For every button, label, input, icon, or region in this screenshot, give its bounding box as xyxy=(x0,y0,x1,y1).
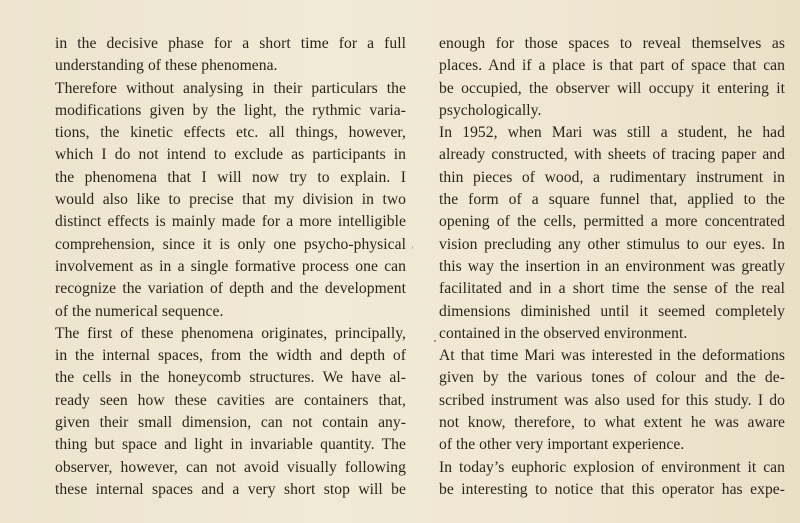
text-line: given their small dimension, can not contain any- xyxy=(55,414,406,432)
text-line: enough for those spaces to reveal themselves as xyxy=(439,35,785,52)
text-line: scribed instrument was also used for this study. I do xyxy=(439,391,785,409)
text-line: thin pieces of wood, a rudimentary instrument in xyxy=(439,168,785,186)
paper-speck xyxy=(434,340,436,342)
text-line: Therefore without analysing in their particulars the xyxy=(55,79,406,97)
text-line: be occupied, the observer will occupy it entering it xyxy=(439,79,785,97)
text-line: The first of these phenomena originates, principally, xyxy=(55,324,406,342)
text-line: of the other very important experience. xyxy=(439,436,685,454)
text-line: in the internal spaces, from the width and depth of xyxy=(55,347,406,365)
text-line: At that time Mari was interested in the deformations xyxy=(439,347,785,365)
text-line: places. And if a place is that part of space that can xyxy=(439,57,785,75)
text-line: this way the insertion in an environment was greatly xyxy=(439,257,785,275)
text-line: thing but space and light in invariable quantity. The xyxy=(55,436,406,454)
text-line: contained in the observed environment. xyxy=(439,324,688,342)
text-line: distinct effects is mainly made for a more intelligible xyxy=(55,213,406,231)
text-line: the form of a square funnel that, applied to the xyxy=(439,191,785,209)
text-line: not know, therefore, to what extent he was aware xyxy=(439,414,785,432)
text-line: ready seen how these cavities are containers that, xyxy=(55,391,406,409)
left-text-column xyxy=(55,33,406,501)
text-line: these internal spaces and a very short stop will be xyxy=(55,480,406,498)
text-line: the phenomena that I will now try to explain. I xyxy=(55,168,406,186)
text-line: observer, however, can not avoid visually following xyxy=(55,458,406,476)
text-line: involvement as in a single formative process one can xyxy=(55,257,406,275)
text-line: In today’s euphoric explosion of environment it can xyxy=(439,458,785,476)
text-line: dimensions diminished until it seemed completely xyxy=(439,302,785,320)
text-line: which I do not intend to exclude as participants in xyxy=(55,146,406,164)
text-line: opening of the cells, permitted a more concentrated xyxy=(439,213,785,231)
text-line: understanding of these phenomena. xyxy=(55,57,278,75)
text-line: would also like to precise that my division in two xyxy=(55,191,406,209)
text-line: already constructed, with sheets of tracing paper and xyxy=(439,146,785,164)
text-line: vision precluding any other stimulus to our eyes. In xyxy=(439,235,785,253)
text-line: given by the various tones of colour and the de- xyxy=(439,369,785,387)
text-line: facilitated and in a short time the sense of the real xyxy=(439,280,785,298)
text-line: modifications given by the light, the rythmic varia- xyxy=(55,101,406,119)
paper-speck xyxy=(412,246,413,249)
text-line: In 1952, when Mari was still a student, he had xyxy=(439,124,785,142)
text-line: be interesting to notice that this operator has expe- xyxy=(439,480,785,498)
text-line: comprehension, since it is only one psycho-physical xyxy=(55,235,406,253)
text-line: recognize the variation of depth and the development xyxy=(55,280,406,298)
text-line: in the decisive phase for a short time for a full xyxy=(55,35,406,52)
right-text-column xyxy=(439,33,785,501)
text-line: the cells in the honeycomb structures. We have al- xyxy=(55,369,406,387)
text-line: psychologically. xyxy=(439,101,542,119)
text-line: of the numerical sequence. xyxy=(55,302,224,320)
text-line: tions, the kinetic effects etc. all things, however, xyxy=(55,124,406,142)
